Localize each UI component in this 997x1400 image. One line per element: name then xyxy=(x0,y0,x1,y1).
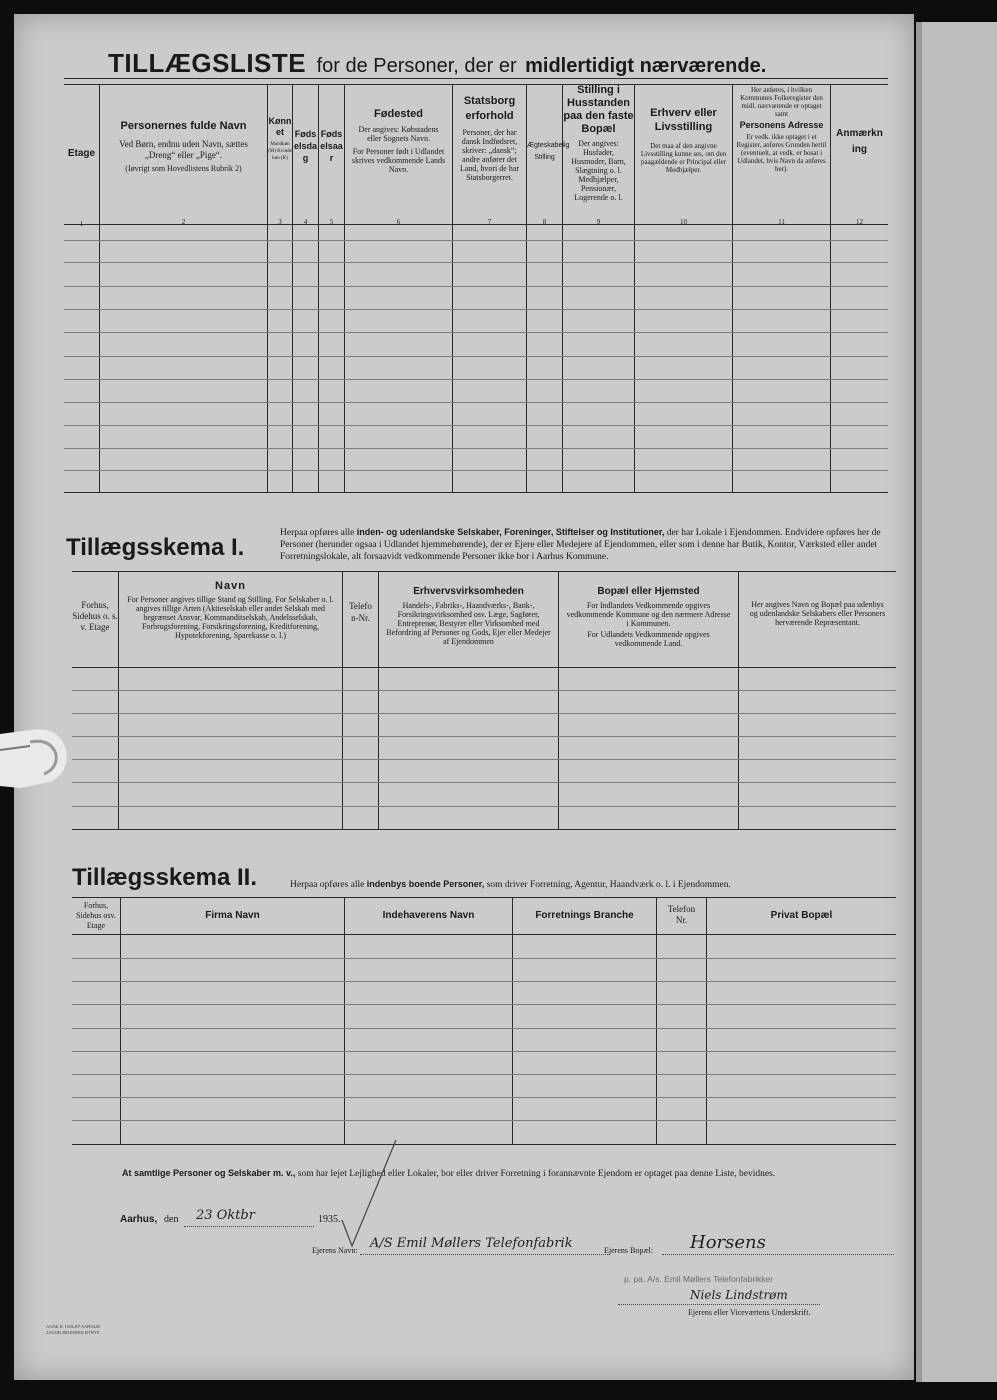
col-address-pre: Her anføres, i hvilken Kommunes Folkeregister den midl. nærværende er optaget samt xyxy=(740,86,823,118)
date-line xyxy=(120,1214,178,1225)
s1-col-bopael-note: For Indlandets Vedkommende opgives vedkommende Kommune og den nærmere Adresse i Kommunen. xyxy=(566,601,731,628)
col-name-note: Ved Børn, endnu uden Navn, sættes „Dreng“ eller „Pige“. xyxy=(119,139,248,160)
date-dotted-line xyxy=(184,1226,314,1227)
col-gender-note: Mandkøn (M) Kvindekøn (K) xyxy=(268,142,292,161)
owner-address-label: Ejerens Bopæl: xyxy=(604,1246,654,1255)
col-etage: Etage xyxy=(67,148,96,159)
owner-address-line xyxy=(662,1254,894,1255)
col-citizenship xyxy=(453,94,526,182)
skema2-title: Tillægsskema II. xyxy=(72,864,257,891)
col-name-note2: (Iøvrigt som Hovedlistens Rubrik 2) xyxy=(125,164,242,173)
company-stamp: p. pa. A/s. Emil Møllers Telefonfabrikker xyxy=(624,1274,774,1284)
s2-col-branche: Forretnings Branche xyxy=(535,910,634,921)
col-num-10: 10 xyxy=(680,218,687,226)
col-num-9: 9 xyxy=(596,218,601,226)
col-occupation-note: Det maa af den angivne Livsstilling kunne ses, om den paagældende er Principal eller Medhjælper. xyxy=(640,142,727,174)
col-num-2: 2 xyxy=(181,218,186,226)
s1-col-erhverv xyxy=(379,586,558,646)
printer-line-1: AAGE E. HOLST AARHUS xyxy=(46,1324,100,1329)
skema1-intro-rest: der har Lokale i Ejendommen. Endvidere opføres her de Personer (herunder ogsaa i Udlandet hjemmehørende), der er Ejere eller Medejere af Ejendommen, eller som i denne har Butik, Kontor, Værksted eller andet Forretningslokale, alt forsaavidt vedkommende Personer ikke bor i Aarhus Kommune. xyxy=(280,528,881,562)
s2-col-telefon: Telefon Nr. xyxy=(667,904,696,925)
col-num-1: 1 xyxy=(79,220,84,228)
skema1-intro-prefix: Herpaa opføres alle xyxy=(280,528,355,538)
col-name-head: Personernes fulde Navn xyxy=(120,120,247,132)
title-bold: midlertidigt nærværende. xyxy=(525,55,767,77)
year: 1935. xyxy=(318,1214,341,1225)
title-rest: for de Personer, der er xyxy=(316,55,517,77)
s2-col-indehaver: Indehaverens Navn xyxy=(382,910,475,921)
certify-rest: som har lejet Lejlighed eller Lokaler, bor eller driver Forretning i forannævnte Ejendom er optaget paa denne Liste, bevidnes. xyxy=(297,1169,776,1179)
printer-imprint xyxy=(46,1324,100,1336)
form-title xyxy=(108,48,888,82)
signature-handwritten: Niels Lindstrøm xyxy=(690,1288,788,1302)
s2-col-firma: Firma Navn xyxy=(205,910,260,921)
col-birthplace-note: Der angives: Købstadens eller Sognets Navn. xyxy=(358,125,439,143)
col-citizenship-note: Personer, der har dansk Indfødsret, skriver: „dansk“; andre anfører det Land, hvori de har Statsborgerret. xyxy=(459,128,520,182)
skema2-intro-prefix: Herpaa opføres alle xyxy=(290,880,365,890)
col-household-head: Stilling i Husstanden paa den faste Bopæl xyxy=(563,84,634,135)
form-sheet xyxy=(14,14,914,1380)
owner-name-line xyxy=(360,1254,610,1255)
col-address-note: Er vedk. ikke optaget i et Register, anføres Grunden hertil (eventuelt, at vedk. er bosat i Udlandet, hvis Navn da anføres her). xyxy=(736,133,827,173)
col-citizenship-head: Statsborgerforhold xyxy=(463,95,516,122)
den-label: den xyxy=(164,1214,179,1225)
col-remarks: Anmærkning xyxy=(836,128,883,155)
col-occupation-head: Erhverv eller Livsstilling xyxy=(650,107,717,133)
col-household-note: Der angives: Husfader, Husmoder, Barn, Slægtning o. l. Medhjælper, Pensionær, Logerende o. l. xyxy=(571,139,626,202)
col-num-7: 7 xyxy=(487,218,492,226)
owner-address-handwritten: Horsens xyxy=(690,1232,766,1253)
col-birthplace xyxy=(345,108,452,174)
skema2-intro-rest: som driver Forretning, Agentur, Haandværk o. l. i Ejendommen. xyxy=(486,880,731,890)
s1-col-navn xyxy=(119,580,342,640)
s1-col-erhverv-head: Erhvervsvirksomheden xyxy=(413,586,524,597)
owner-name-label: Ejerens Navn: xyxy=(312,1246,358,1255)
col-household xyxy=(563,84,634,202)
col-num-12: 12 xyxy=(856,218,863,226)
certification-text xyxy=(122,1168,902,1179)
col-num-8: 8 xyxy=(542,218,547,226)
col-address-head: Personens Adresse xyxy=(739,120,824,130)
s1-col-navn-head: Navn xyxy=(215,580,246,592)
col-birthplace-note2: For Personer født i Udlandet skrives vedkommende Lands Navn. xyxy=(351,147,446,174)
owner-name-handwritten: A/S Emil Møllers Telefonfabrik xyxy=(370,1236,573,1251)
col-gender-head: Kønnet xyxy=(268,116,292,137)
col-gender xyxy=(268,116,292,162)
skema1-intro xyxy=(280,526,896,563)
col-birthplace-head: Fødested xyxy=(374,108,423,120)
s1-col-erhverv-note: Handels-, Fabriks-, Haandværks-, Bank-, Forsikringsvirksomhed osv. Læge, Sagfører, Entreprenør, Bestyrer eller Virksomhed med Befordring af Personer og Gods, Ejer eller Medejer af Ejendommen xyxy=(386,601,551,646)
col-num-3: 3 xyxy=(278,218,282,226)
col-num-6: 6 xyxy=(396,218,401,226)
title-main: TILLÆGSLISTE xyxy=(108,48,307,78)
certify-bold: At samtlige Personer og Selskaber m. v., xyxy=(122,1168,296,1178)
col-birthday: Fødselsdag xyxy=(293,129,317,163)
col-name xyxy=(100,120,267,173)
signature-line xyxy=(618,1304,820,1305)
skema2-intro xyxy=(290,878,890,891)
s1-col-bopael-head: Bopæl eller Hjemsted xyxy=(597,586,700,597)
skema1-title: Tillægsskema I. xyxy=(66,534,245,561)
col-num-11: 11 xyxy=(778,218,785,226)
s1-col-etage: Forhus, Sidehus o. s. v. Etage xyxy=(72,600,118,632)
s1-col-telefon: Telefon-Nr. xyxy=(349,601,372,623)
printer-line-2: JACOB ZEUNERS BTRYK xyxy=(46,1330,100,1335)
s2-col-bopael: Privat Bopæl xyxy=(770,910,833,921)
pencil-checkmark xyxy=(334,1134,404,1254)
col-marital: Ægteskabelig Stilling xyxy=(527,142,570,161)
adjacent-page-edge xyxy=(916,22,997,1382)
binder-clip-icon xyxy=(0,728,68,790)
col-occupation xyxy=(635,106,732,174)
s2-col-etage: Forhus, Sidehus osv. Etage xyxy=(76,901,116,930)
signature-label: Ejerens eller Viceværtens Underskrift. xyxy=(688,1308,811,1317)
s1-col-bopael-note2: For Udlandets Vedkommende opgives vedkommende Land. xyxy=(587,630,710,648)
place: Aarhus, xyxy=(120,1214,158,1225)
s1-col-navn-note: For Personer angives tillige Stand og Stilling. For Selskaber o. l. angives tillige Arten (Aktieselskab eller andet Selskab med begrænset Ansvar, Kommanditselskab, Andelsselskab, Forbrugsforening, Forsikringsforening, Kreditforening, Hypotekforening, Sparekasse o. l.) xyxy=(127,595,334,640)
col-address xyxy=(733,86,830,173)
s1-col-repr: Her angives Navn og Bopæl paa udenbys og udenlandske Selskabers eller Personers herværende Repræsentant. xyxy=(749,600,886,627)
col-num-4: 4 xyxy=(303,218,308,226)
date-handwritten: 23 Oktbr xyxy=(196,1208,255,1223)
col-birthyear: Fødselsaar xyxy=(320,129,343,163)
s1-col-bopael xyxy=(559,586,738,648)
skema2-intro-bold: indenbys boende Personer, xyxy=(366,879,485,889)
skema1-intro-bold: inden- og udenlandske Selskaber, Foreninger, Stiftelser og Institutioner, xyxy=(356,527,665,537)
col-num-5: 5 xyxy=(329,218,334,226)
